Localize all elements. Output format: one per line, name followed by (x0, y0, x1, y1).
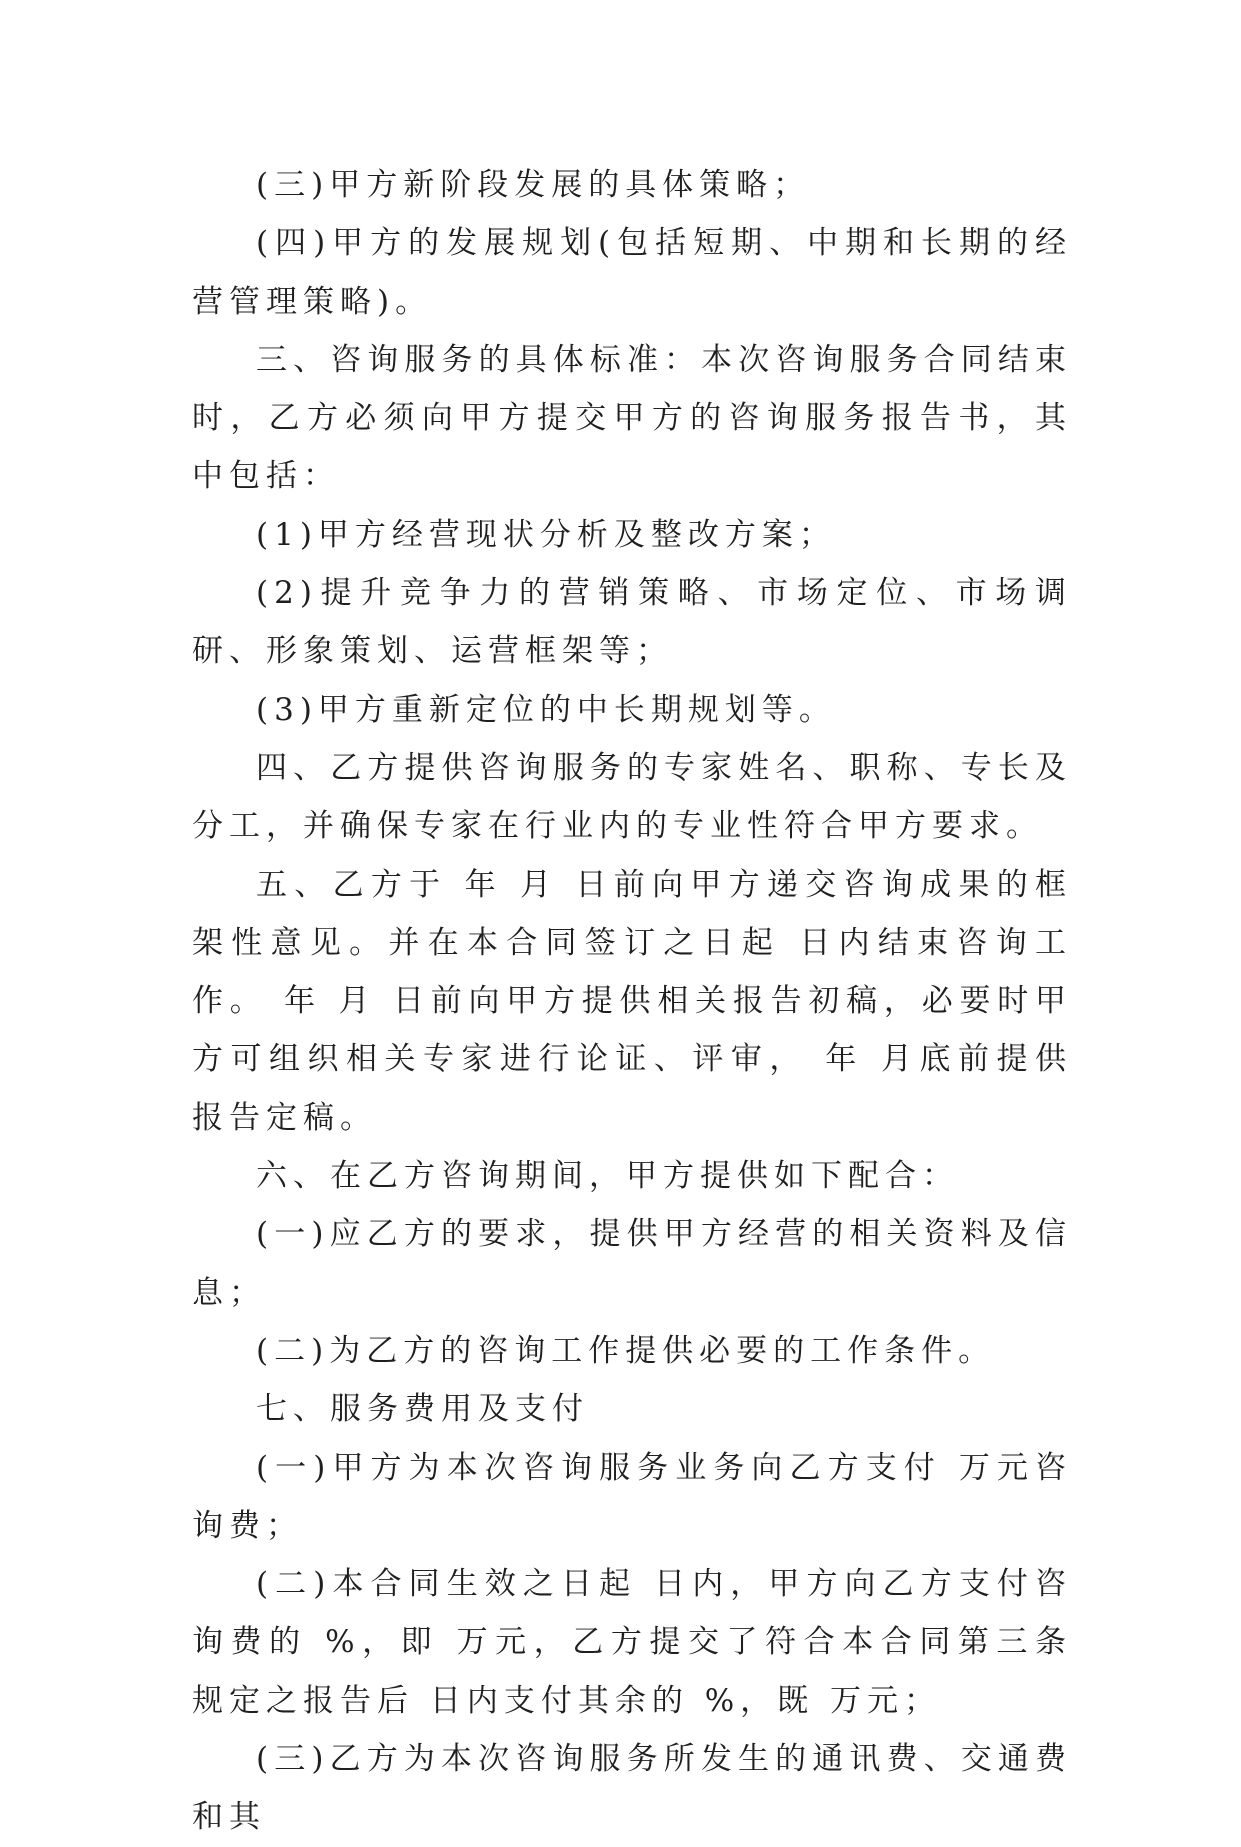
paragraph-section-6-cooperation: 六、在乙方咨询期间，甲方提供如下配合： (256, 1158, 959, 1195)
paragraph-section-5-schedule: 五、乙方于 年 月 日前向甲方递交咨询成果的框架性意见。并在本合同签订之日起 日内结束咨询工作。 年 月 日前向甲方提供相关报告初稿，必要时甲方可组织相关专家进行论证、评审， 年 月底前提供报告定稿。 (192, 866, 1072, 1136)
paragraph-section-4-experts: 四、乙方提供咨询服务的专家姓名、职称、专长及分工，并确保专家在行业内的专业性符合甲方要求。 (192, 749, 1072, 845)
paragraph-fee-2: (二)本合同生效之日起 日内，甲方向乙方支付咨询费的 %，即 万元，乙方提交了符合本合同第三条规定之报告后 日内支付其余的 %，既 万元； (192, 1566, 1072, 1719)
paragraph-list-2: (2)提升竞争力的营销策略、市场定位、市场调研、形象策划、运营框架等； (192, 575, 1072, 670)
paragraph-list-1: (1)甲方经营现状分析及整改方案； (256, 516, 836, 553)
paragraph-section-7-fees: 七、服务费用及支付 (256, 1391, 589, 1428)
paragraph-item-4-plan: (四)甲方的发展规划(包括短期、中期和长期的经营管理策略)。 (192, 225, 1072, 320)
paragraph-cooperation-2: (二)为乙方的咨询工作提供必要的工作条件。 (256, 1332, 996, 1369)
document-body (192, 156, 1072, 1847)
paragraph-cooperation-1: (一)应乙方的要求，提供甲方经营的相关资料及信息； (192, 1216, 1072, 1311)
paragraph-fee-3: (三)乙方为本次咨询服务所发生的通讯费、交通费和其 (192, 1741, 1072, 1836)
paragraph-item-3-strategy: (三)甲方新阶段发展的具体策略； (256, 167, 811, 203)
paragraph-list-3: (3)甲方重新定位的中长期规划等。 (256, 691, 836, 728)
paragraph-section-3-standards: 三、咨询服务的具体标准：本次咨询服务合同结束时，乙方必须向甲方提交甲方的咨询服务报告书，其中包括： (192, 341, 1072, 495)
paragraph-fee-1: (一)甲方为本次咨询服务业务向乙方支付 万元咨询费； (192, 1449, 1072, 1544)
